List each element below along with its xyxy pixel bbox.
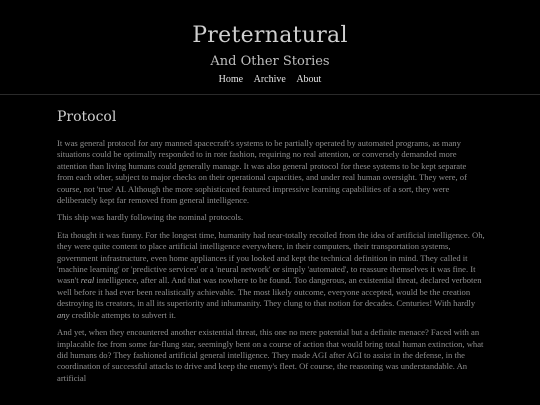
article-paragraph [57,230,485,321]
nav-home-link[interactable]: Home [218,74,244,85]
main-nav [0,74,540,86]
header-divider [0,94,540,95]
nav-about-link[interactable]: About [296,74,322,85]
article [57,108,485,390]
paragraph-text: credible attempts to subvert it. [69,309,176,320]
emphasis-text: any [57,309,70,320]
paragraph-text: Eta thought it was funny. For the longest time, humanity had near-totally recoiled from the idea of artificial intelligence. Oh, they were quite content to place artificial intelligence everywhere, in their computers, their transportation systems, government infrastructure, even home appliances if you looked and kept the technical definition in mind. They called it 'machine learning' or 'predictive services' or a 'neural network' or simply 'automated', to reassure themselves it was fine. It wasn't [57,229,485,286]
paragraph-text: intelligence, after all. And that was nowhere to be found. Too dangerous, an existential threat, declared verboten well before it had ever been realistically achievable. The most likely outcome, everyone accepted, would be the creation destroying its creators, in all its superiority and inhumanity. They clung to that notion for decades. Centuries! With hardly [57,275,482,309]
site-subtitle: And Other Stories [210,54,330,69]
site-header [0,0,540,96]
article-paragraph: It was general protocol for any manned spacecraft's systems to be partially operated by automated programs, as many situations could be optimally responded to in rote fashion, requiring no real attention, or conversely demanded more attention than living humans could generally manage. It was also general protocol for these systems to be kept separate from each other, subject to major checks on their operational capacities, and under real human oversight. They were, of course, not 'true' AI. Although the more sophisticated featured impressive learning capabilities of a sort, they were deliberately kept far removed from general intelligence. [57,138,467,206]
emphasis-text: real [80,275,95,286]
article-paragraph: And yet, when they encountered another existential threat, this one no mere potential but a definite menace? Faced with an implacable foe from some far-flung star, seemingly bent on a course of action that would bring total human extinction, what did humans do? They fashioned artificial general intelligence. They made AGI after AGI to assist in the defense, in the coordination of successful attacks to drive and keep the enemy's fleet. Of course, the reasoning was understandable. An artificial [57,327,484,383]
article-paragraph: This ship was hardly following the nominal protocols. [57,212,244,223]
page-title: Protocol [57,109,117,125]
nav-archive-link[interactable]: Archive [253,74,286,85]
site-title[interactable]: Preternatural [192,23,348,48]
